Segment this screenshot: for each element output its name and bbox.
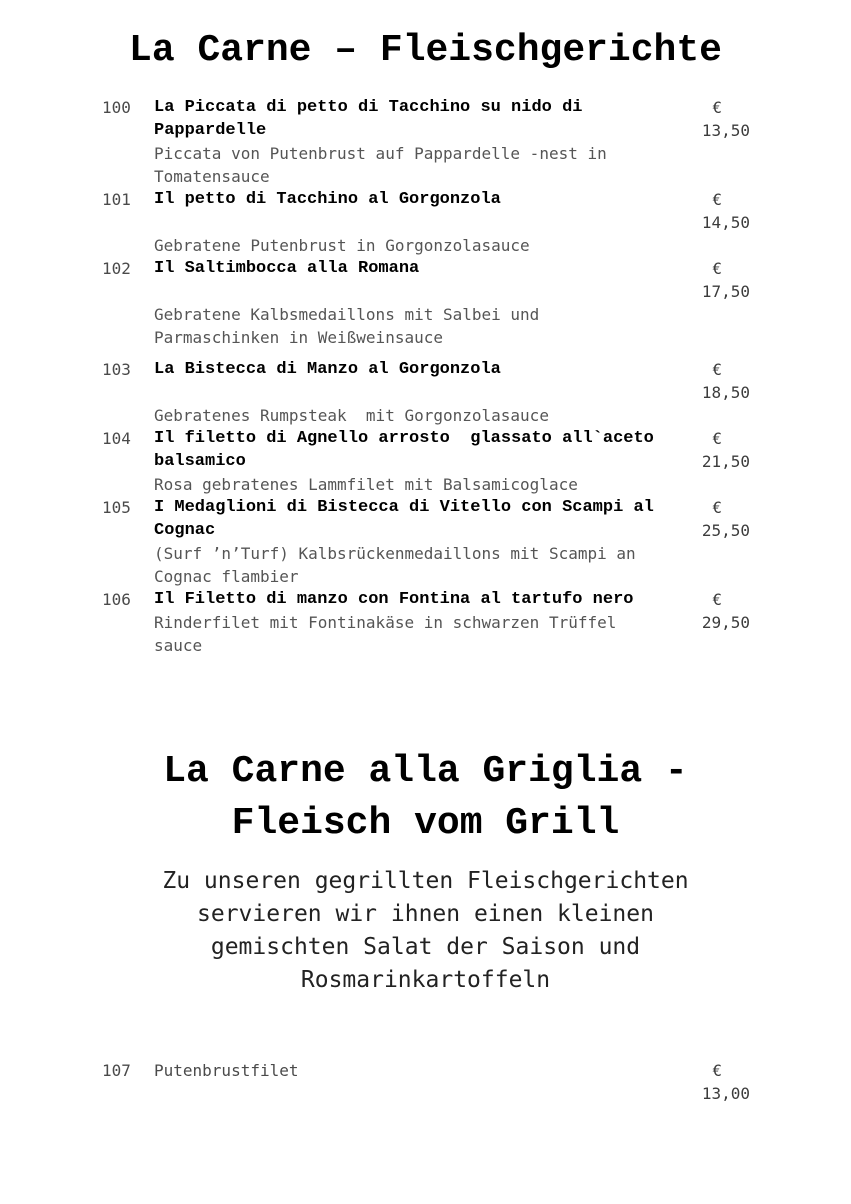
intro-line: Zu unseren gegrillten Fleischgerichten — [162, 868, 689, 894]
price-amount: 14,50 — [701, 213, 750, 232]
item-body — [154, 1059, 674, 1082]
menu-item — [0, 496, 851, 588]
intro-line: servieren wir ihnen einen kleinen — [197, 901, 654, 927]
currency-symbol: € — [712, 190, 722, 209]
item-body — [154, 358, 674, 427]
menu-item — [0, 1059, 851, 1103]
price-amount: 29,50 — [701, 613, 750, 632]
currency-symbol: € — [712, 498, 722, 517]
price-amount: 18,50 — [701, 383, 750, 402]
item-number: 106 — [102, 590, 131, 609]
item-description: Piccata von Putenbrust auf Pappardelle -nest in Tomatensauce — [154, 144, 617, 186]
item-name: Il Saltimbocca alla Romana — [154, 259, 420, 278]
intro-line: gemischten Salat der Saison und — [210, 934, 641, 960]
currency-symbol: € — [712, 98, 722, 117]
currency-symbol: € — [712, 360, 722, 379]
item-body — [154, 96, 674, 188]
item-price — [690, 496, 750, 542]
item-description: Gebratene Kalbsmedaillons mit Salbei und Parmaschinken in Weißweinsauce — [154, 305, 549, 347]
price-amount: 17,50 — [701, 282, 750, 301]
item-number: 100 — [102, 98, 131, 117]
menu-list-grill — [0, 1059, 851, 1103]
item-body — [154, 588, 674, 657]
item-description: Gebratene Putenbrust in Gorgonzolasauce — [154, 236, 530, 255]
page-title: La Carne – Fleischgerichte — [129, 29, 722, 72]
menu-item — [0, 188, 851, 257]
currency-symbol: € — [712, 429, 722, 448]
item-name: Il filetto di Agnello arrosto glassato all`aceto balsamico — [154, 429, 665, 471]
item-price — [690, 427, 750, 473]
item-number: 107 — [102, 1061, 131, 1080]
line-spacer — [154, 211, 674, 234]
line-spacer — [154, 280, 674, 303]
item-body — [154, 188, 674, 257]
price-amount: 21,50 — [701, 452, 750, 471]
currency-symbol: € — [712, 1061, 722, 1080]
line-spacer — [154, 381, 674, 404]
item-name: Putenbrustfilet — [154, 1061, 299, 1080]
item-number: 102 — [102, 259, 131, 278]
menu-item — [0, 427, 851, 496]
item-price — [690, 588, 750, 634]
item-number: 101 — [102, 190, 131, 209]
price-amount: 13,50 — [701, 121, 750, 140]
item-name: Il petto di Tacchino al Gorgonzola — [154, 190, 501, 209]
section-title-line: Fleisch vom Grill — [231, 802, 620, 845]
item-body — [154, 257, 674, 349]
item-price — [690, 257, 750, 303]
item-name: I Medaglioni di Bistecca di Vitello con Scampi al Cognac — [154, 498, 665, 540]
item-price — [690, 96, 750, 142]
menu-item — [0, 358, 851, 427]
item-description: Rinderfilet mit Fontinakäse in schwarzen Trüffel sauce — [154, 613, 627, 655]
item-price — [690, 358, 750, 404]
item-name: La Bistecca di Manzo al Gorgonzola — [154, 360, 501, 379]
item-body — [154, 496, 674, 588]
currency-symbol: € — [712, 259, 722, 278]
currency-symbol: € — [712, 590, 722, 609]
item-number: 105 — [102, 498, 131, 517]
menu-item — [0, 96, 851, 188]
price-amount: 13,00 — [701, 1084, 750, 1103]
section-title-line: La Carne alla Griglia - — [163, 750, 688, 793]
menu-item — [0, 588, 851, 657]
menu-list-meat — [0, 96, 851, 657]
price-amount: 25,50 — [701, 521, 750, 540]
item-name: La Piccata di petto di Tacchino su nido di Pappardelle — [154, 98, 593, 140]
menu-item — [0, 257, 851, 349]
item-description: (Surf ’n’Turf) Kalbsrückenmedaillons mit Scampi an Cognac flambier — [154, 544, 646, 586]
item-price — [690, 188, 750, 234]
intro-line: Rosmarinkartoffeln — [300, 967, 551, 993]
section-title-grill — [0, 746, 851, 850]
item-description: Gebratenes Rumpsteak mit Gorgonzolasauce — [154, 406, 549, 425]
item-number: 104 — [102, 429, 131, 448]
item-description: Rosa gebratenes Lammfilet mit Balsamicoglace — [154, 475, 578, 494]
item-name: Il Filetto di manzo con Fontina al tartufo nero — [154, 590, 634, 609]
item-number: 103 — [102, 360, 131, 379]
item-gap — [0, 349, 851, 358]
item-body — [154, 427, 674, 496]
item-price — [690, 1059, 750, 1105]
section-intro — [80, 865, 771, 997]
